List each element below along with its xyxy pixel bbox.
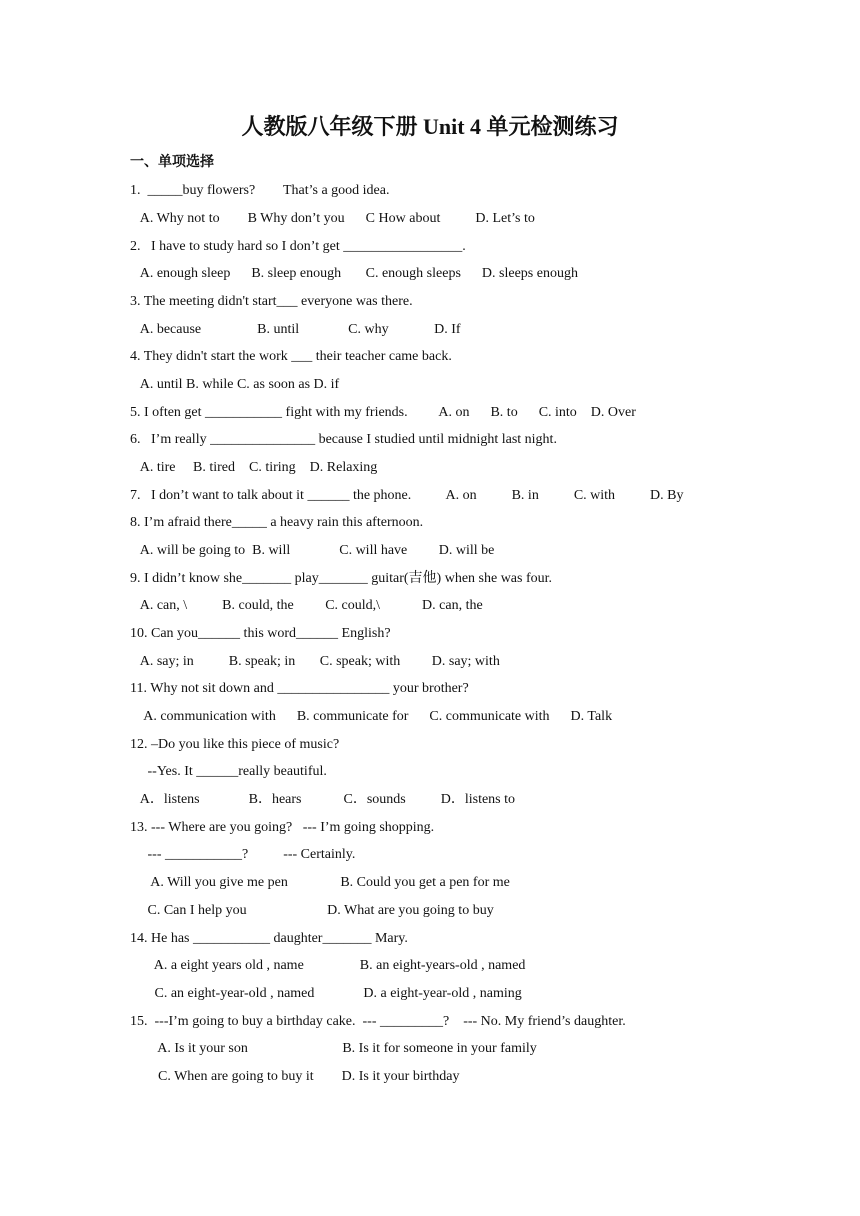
- question-5: 5. I often get ___________ fight with my friends. A. on B. to C. into D. Over: [130, 405, 636, 420]
- question-3: 3. The meeting didn't start___ everyone was there.: [130, 294, 413, 309]
- question-10-options: A. say; in B. speak; in C. speak; with D. say; with: [130, 654, 500, 669]
- question-3-options: A. because B. until C. why D. If: [130, 322, 461, 337]
- question-9-options: A. can, \ B. could, the C. could,\ D. can, the: [130, 598, 483, 613]
- question-12: 12. –Do you like this piece of music?: [130, 737, 340, 752]
- question-2-options: A. enough sleep B. sleep enough C. enough sleeps D. sleeps enough: [130, 266, 578, 281]
- question-14-options-cd: C. an eight-year-old , named D. a eight-year-old , naming: [130, 986, 522, 1001]
- question-13-options-ab: A. Will you give me pen B. Could you get a pen for me: [130, 875, 510, 890]
- question-7: 7. I don’t want to talk about it ______ the phone. A. on B. in C. with D. By: [130, 488, 684, 503]
- question-10: 10. Can you______ this word______ English?: [130, 626, 391, 641]
- question-1-options: A. Why not to B Why don’t you C How about D. Let’s to: [130, 211, 535, 226]
- document-title: 人教版八年级下册 Unit 4 单元检测练习: [241, 114, 619, 139]
- question-12-options: A．listens B．hears C．sounds D．listens to: [130, 792, 516, 807]
- question-1: 1. _____buy flowers? That’s a good idea.: [130, 183, 390, 198]
- question-4: 4. They didn't start the work ___ their teacher came back.: [130, 349, 452, 364]
- question-2: 2. I have to study hard so I don’t get _________________.: [130, 239, 466, 254]
- question-6: 6. I’m really _______________ because I studied until midnight last night.: [130, 432, 557, 447]
- question-12-response: --Yes. It ______really beautiful.: [130, 764, 327, 779]
- question-14: 14. He has ___________ daughter_______ Mary.: [130, 931, 408, 946]
- question-15-options-ab: A. Is it your son B. Is it for someone in your family: [130, 1041, 537, 1056]
- section-heading: 一、单项选择: [130, 154, 214, 170]
- question-13-options-cd: C. Can I help you D. What are you going to buy: [130, 903, 494, 918]
- question-13: 13. --- Where are you going? --- I’m going shopping.: [130, 820, 435, 835]
- question-15-options-cd: C. When are going to buy it D. Is it your birthday: [130, 1069, 460, 1084]
- question-11-options: A. communication with B. communicate for C. communicate with D. Talk: [130, 709, 613, 724]
- question-15: 15. ---I’m going to buy a birthday cake. --- _________? --- No. My friend’s daughter.: [130, 1014, 626, 1029]
- question-4-options: A. until B. while C. as soon as D. if: [130, 377, 340, 392]
- question-14-options-ab: A. a eight years old , name B. an eight-years-old , named: [130, 958, 526, 973]
- question-9: 9. I didn’t know she_______ play_______ guitar(吉他) when she was four.: [130, 571, 553, 586]
- question-8: 8. I’m afraid there_____ a heavy rain this afternoon.: [130, 515, 424, 530]
- question-6-options: A. tire B. tired C. tiring D. Relaxing: [130, 460, 378, 475]
- question-11: 11. Why not sit down and ________________ your brother?: [130, 681, 469, 696]
- question-8-options: A. will be going to B. will C. will have D. will be: [130, 543, 495, 558]
- question-13-response: --- ___________? --- Certainly.: [130, 847, 356, 862]
